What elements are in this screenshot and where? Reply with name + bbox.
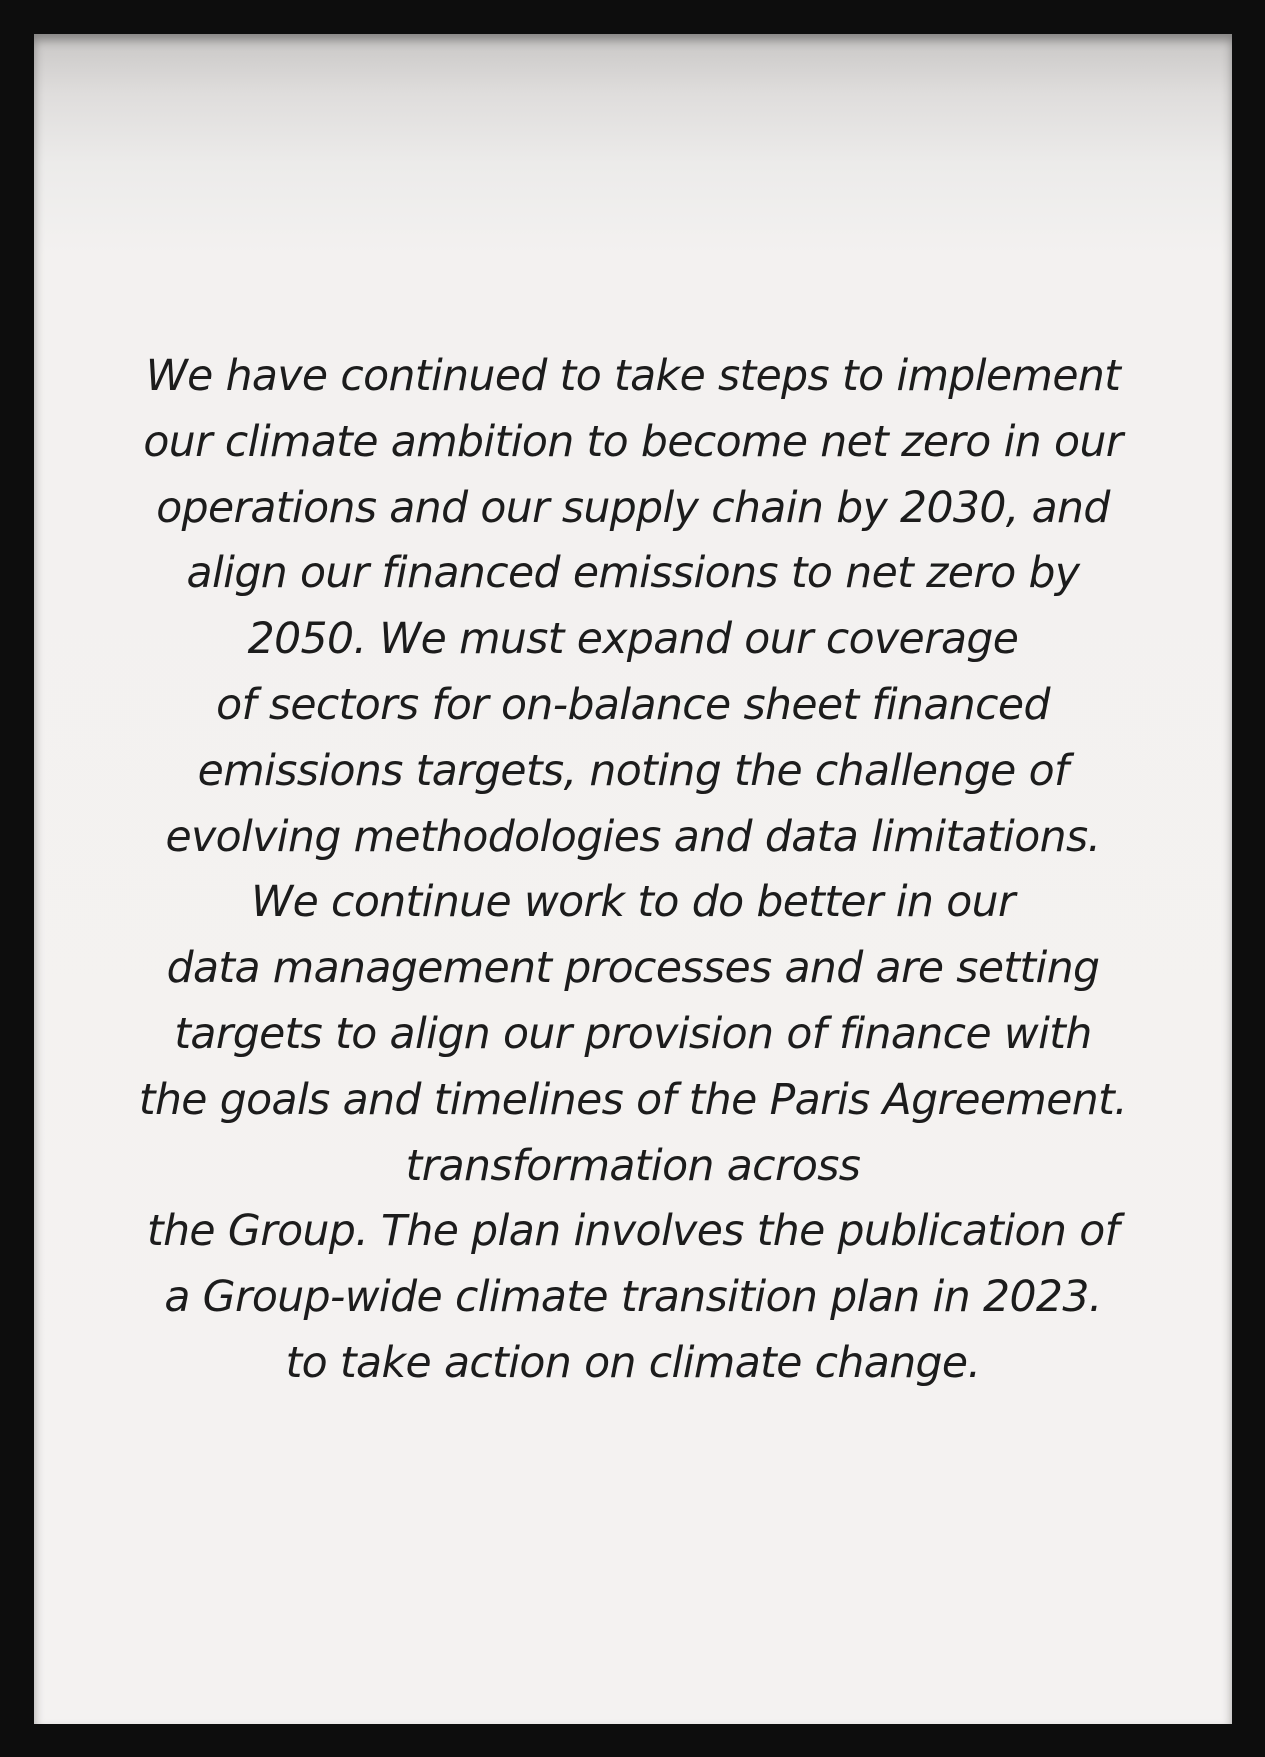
text-line: targets to align our provision of finance with [174, 1009, 1092, 1059]
text-line: the Group. The plan involves the publication of [147, 1207, 1119, 1257]
text-line: the goals and timelines of the Paris Agreement. [138, 1075, 1128, 1125]
document-page [34, 34, 1232, 1724]
text-line: transformation across [405, 1141, 861, 1191]
text-line: emissions targets, noting the challenge of [197, 746, 1069, 796]
text-line: We continue work to do better in our [251, 878, 1015, 928]
text-line: operations and our supply chain by 2030, and [156, 483, 1110, 533]
text-line: of sectors for on-balance sheet financed [216, 680, 1050, 730]
text-line: We have continued to take steps to implement [145, 352, 1121, 401]
text-line: evolving methodologies and data limitations. [165, 812, 1101, 862]
text-line: a Group-wide climate transition plan in 2023. [164, 1273, 1102, 1323]
text-line: data management processes and are setting [166, 944, 1100, 994]
text-line: align our financed emissions to net zero by [186, 549, 1080, 599]
text-line: to take action on climate change. [285, 1338, 981, 1388]
text-line: our climate ambition to become net zero in our [143, 417, 1123, 467]
text-line: 2050. We must expand our coverage [247, 615, 1019, 665]
body-text [94, 344, 1172, 1397]
